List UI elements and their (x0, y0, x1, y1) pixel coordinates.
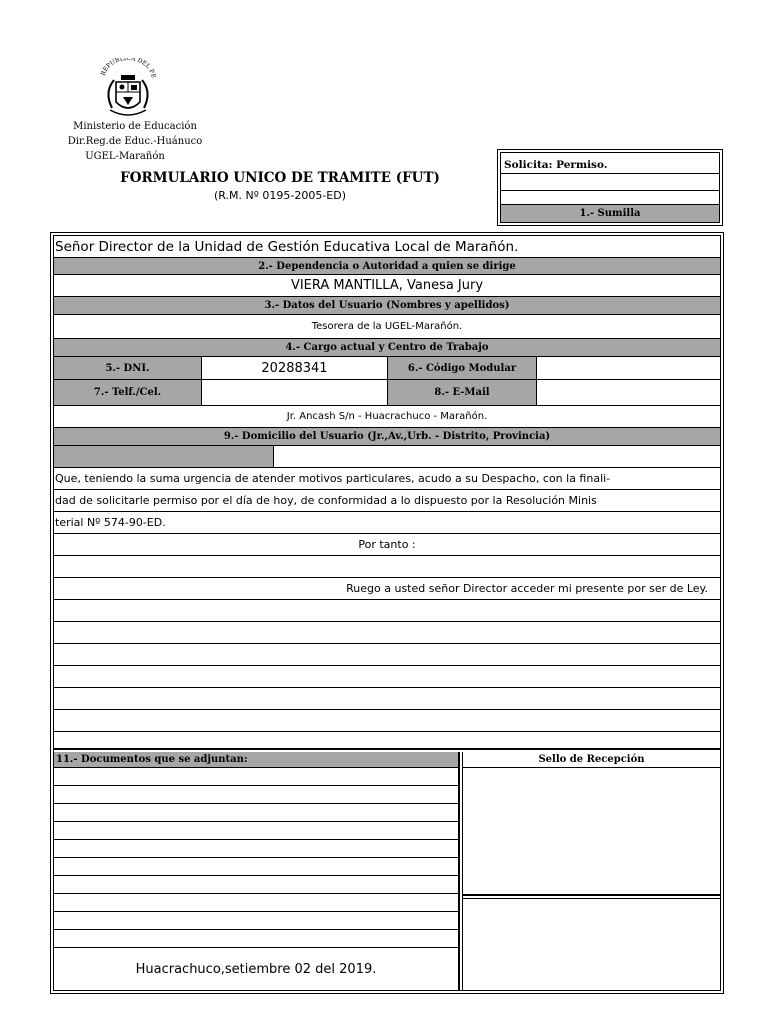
gray-block (54, 446, 274, 467)
sello-label: Sello de Recepción (463, 752, 720, 768)
cargo-label: 4.- Cargo actual y Centro de Trabajo (54, 339, 720, 357)
blank-line[interactable] (54, 600, 720, 622)
blank-line[interactable] (54, 666, 720, 688)
email-label: 8.- E-Mail (388, 380, 537, 405)
blank-line[interactable] (54, 622, 720, 644)
telf-row (54, 380, 720, 406)
dni-row (54, 357, 720, 380)
dni-field[interactable]: 20288341 (202, 357, 388, 379)
addressee-text: Señor Director de la Unidad de Gestión Educativa Local de Marañón. (55, 238, 519, 255)
domicilio-extra-field[interactable] (274, 446, 720, 467)
ruego-line[interactable]: Ruego a usted señor Director acceder mi presente por ser de Ley. (54, 578, 720, 600)
dni-label: 5.- DNI. (54, 357, 202, 379)
sello-box[interactable] (463, 768, 720, 896)
addressee-field[interactable] (54, 236, 720, 258)
sumilla-blank-row[interactable] (501, 191, 719, 205)
domicilio-field[interactable]: Jr. Ancash S/n - Huacrachuco - Marañón. (54, 406, 720, 428)
sumilla-box (497, 149, 723, 226)
datos-usuario-label: 3.- Datos del Usuario (Nombres y apellidos) (54, 297, 720, 315)
peru-coat-of-arms (98, 58, 158, 122)
telf-field[interactable] (202, 380, 388, 405)
documento-line[interactable] (54, 912, 458, 930)
documento-line[interactable] (54, 876, 458, 894)
ugel-name: UGEL-Marañón (85, 151, 165, 162)
cargo-field[interactable]: Tesorera de la UGEL-Marañón. (54, 315, 720, 339)
solicita-text: Solicita: Permiso. (504, 159, 608, 171)
documentos-label: 11.- Documentos que se adjuntan: (54, 752, 458, 768)
documento-line[interactable] (54, 840, 458, 858)
region-name: Dir.Reg.de Educ.-Huánuco (67, 136, 203, 147)
form-title: FORMULARIO UNICO DE TRAMITE (FUT) (120, 170, 440, 186)
body-line[interactable]: Que, teniendo la suma urgencia de atender motivos particulares, acudo a su Despacho, con la finali- (54, 468, 720, 490)
documento-line[interactable] (54, 894, 458, 912)
blank-line[interactable] (54, 732, 720, 750)
documento-line[interactable] (54, 930, 458, 948)
body-line[interactable]: dad de solicitarle permiso por el día de hoy, de conformidad a lo dispuesto por la Resolución Minis (54, 490, 720, 512)
documento-line[interactable] (54, 768, 458, 786)
blank-line[interactable] (54, 688, 720, 710)
fut-form (50, 232, 724, 994)
date-line[interactable]: Huacrachuco,setiembre 02 del 2019. (135, 961, 377, 977)
body-line[interactable]: terial Nº 574-90-ED. (54, 512, 720, 534)
domicilio-label: 9.- Domicilio del Usuario (Jr.,Av.,Urb. - Distrito, Provincia) (54, 428, 720, 446)
por-tanto-line[interactable]: Por tanto : (54, 534, 720, 556)
sumilla-blank-row[interactable] (501, 174, 719, 191)
sello-box-lower[interactable] (463, 898, 720, 990)
documento-line[interactable] (54, 786, 458, 804)
email-field[interactable] (537, 380, 720, 405)
domicilio-extra-row (54, 446, 720, 468)
dependencia-label: 2.- Dependencia o Autoridad a quien se dirige (54, 258, 720, 275)
documento-line[interactable] (54, 822, 458, 840)
telf-label: 7.- Telf./Cel. (54, 380, 202, 405)
blank-line[interactable] (54, 710, 720, 732)
solicita-field[interactable] (501, 153, 719, 174)
codigo-modular-label: 6.- Código Modular (388, 357, 537, 379)
sumilla-label: 1.- Sumilla (501, 205, 719, 222)
documento-line[interactable] (54, 858, 458, 876)
user-name-field[interactable]: VIERA MANTILLA, Vanesa Jury (54, 275, 720, 297)
documentos-section (54, 752, 460, 990)
sello-section (462, 752, 720, 990)
codigo-modular-field[interactable] (537, 357, 720, 379)
blank-line[interactable] (54, 644, 720, 666)
documento-line[interactable] (54, 804, 458, 822)
blank-line[interactable] (54, 556, 720, 578)
resolution-ref: (R.M. Nº 0195-2005-ED) (213, 189, 347, 202)
ministry-name: Ministerio de Educación (73, 121, 197, 132)
seal-text: REPUBLICA DEL PE (99, 58, 157, 79)
